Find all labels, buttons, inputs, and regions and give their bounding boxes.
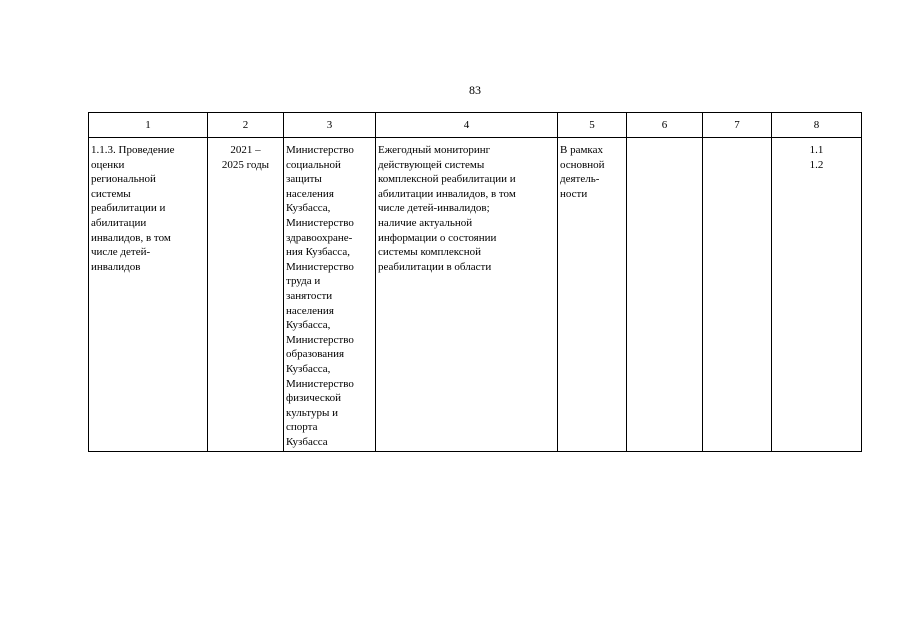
cell-indicators bbox=[772, 138, 862, 452]
indicators-text: 1.1 1.2 bbox=[809, 144, 824, 171]
column-header-4: 4 bbox=[376, 113, 558, 138]
column-header-1: 1 bbox=[89, 113, 208, 138]
page-number: 83 bbox=[469, 83, 481, 97]
cell-measure bbox=[89, 138, 208, 452]
column-header-5: 5 bbox=[558, 113, 627, 138]
result-text: Ежегодный мониторинг действующей системы комплексной реабилитации и абилитации инвалидов, в том числе детей-инвалидов; наличие актуальной информации о состоянии системы комплексной реабилитации в области bbox=[378, 144, 516, 273]
cell-result bbox=[376, 138, 558, 452]
cell-executors bbox=[284, 138, 376, 452]
col6-text bbox=[627, 138, 702, 145]
column-header-3: 3 bbox=[284, 113, 376, 138]
cell-col6 bbox=[627, 138, 703, 452]
cell-col7 bbox=[703, 138, 772, 452]
measures-table bbox=[88, 112, 862, 452]
col7-text bbox=[703, 138, 771, 145]
header-row bbox=[89, 113, 862, 138]
period-text: 2021 – 2025 годы bbox=[221, 144, 270, 171]
cell-period bbox=[208, 138, 284, 452]
table-row bbox=[89, 138, 862, 452]
column-header-7: 7 bbox=[703, 113, 772, 138]
executors-text: Министерство социальной защиты населения Кузбасса, Министерство здравоохране- ния Кузбасса, Министерство труда и занятости населения Кузбасса, Министерство образования Кузбасса, Министерство физической культуры и спорта Кузбасса bbox=[286, 144, 354, 448]
column-header-2: 2 bbox=[208, 113, 284, 138]
funding-text: В рамках основной деятель- ности bbox=[560, 144, 605, 200]
column-header-6: 6 bbox=[627, 113, 703, 138]
cell-funding bbox=[558, 138, 627, 452]
column-header-8: 8 bbox=[772, 113, 862, 138]
measure-text: 1.1.3. Проведение оценки региональной системы реабилитации и абилитации инвалидов, в том числе детей- инвалидов bbox=[91, 144, 175, 273]
